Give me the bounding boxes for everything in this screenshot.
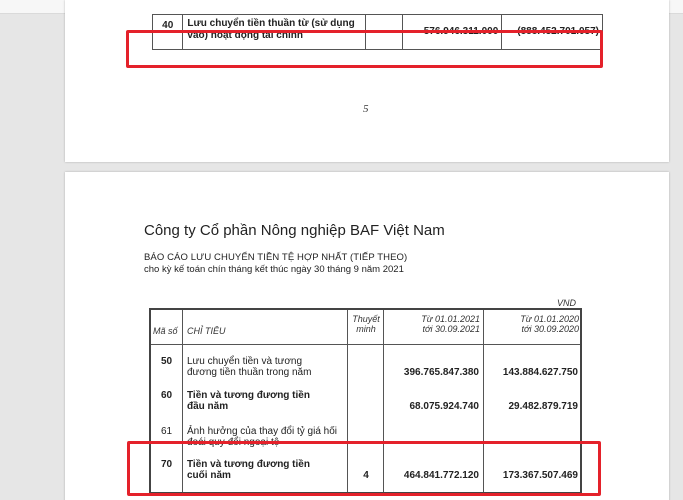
- header-current-line1: Từ 01.01.2021: [421, 314, 480, 324]
- pdf-page-5: [65, 0, 669, 162]
- row-value-current: 396.765.847.380: [403, 367, 479, 378]
- row-label-line2: cuối năm: [187, 470, 231, 481]
- header-prior-line2: tới 30.09.2020: [521, 324, 579, 334]
- row-label-line2: đầu năm: [187, 401, 229, 412]
- header-code: Mã số: [153, 326, 178, 336]
- header-note-line1: Thuyết: [352, 314, 380, 324]
- row-label-line1: Tiền và tương đương tiền: [187, 390, 310, 401]
- page-number: 5: [363, 103, 369, 115]
- row-value-prior: 143.884.627.750: [502, 367, 578, 378]
- row-label: [187, 390, 310, 412]
- row-value-prior: (888.452.701.057): [502, 15, 603, 50]
- row-label-line1: Lưu chuyển tiền và tương: [187, 356, 303, 367]
- row-label-line2: đương tiền thuần trong năm: [187, 367, 312, 378]
- row-code: 40: [153, 15, 183, 50]
- highlight-box-financing-row: [126, 30, 603, 68]
- row-value-current: 464.841.772.120: [403, 470, 479, 481]
- row-value-current: 576.946.311.000: [402, 15, 502, 50]
- report-subtitle: cho kỳ kế toán chín tháng kết thúc ngày 30 tháng 9 năm 2021: [144, 264, 404, 275]
- row-code: 50: [161, 356, 173, 367]
- header-item: CHỈ TIÊU: [187, 326, 226, 336]
- header-prior-period: [485, 314, 579, 334]
- row-label-line2: vào) hoạt động tài chính: [187, 30, 303, 41]
- header-note: [349, 314, 383, 334]
- row-value-current: 68.075.924.740: [409, 401, 479, 412]
- highlight-box-ending-cash-row: [127, 441, 601, 496]
- row-code: 60: [161, 390, 173, 401]
- row-note: 4: [363, 470, 369, 481]
- header-current-line2: tới 30.09.2021: [422, 324, 480, 334]
- header-prior-line1: Từ 01.01.2020: [520, 314, 579, 324]
- header-divider: [151, 344, 580, 345]
- row-label-line1: Tiền và tương đương tiền: [187, 459, 310, 470]
- currency-unit: VND: [557, 298, 577, 308]
- row-value-prior: 173.367.507.469: [502, 470, 578, 481]
- row-label-line1: Lưu chuyển tiền thuần từ (sử dụng: [187, 18, 355, 29]
- header-note-line2: minh: [356, 324, 376, 334]
- row-label-line1: Ảnh hưởng của thay đổi tỷ giá hối: [187, 426, 338, 437]
- report-title: BÁO CÁO LƯU CHUYỂN TIỀN TỆ HỢP NHẤT (TIẾP THEO): [144, 252, 408, 263]
- row-code: 61: [161, 426, 173, 437]
- row-code: 70: [161, 459, 173, 470]
- row-label-line2: đoái quy đổi ngoại tệ: [187, 437, 280, 448]
- header-current-period: [385, 314, 480, 334]
- company-name: Công ty Cổ phần Nông nghiệp BAF Việt Nam: [144, 222, 445, 239]
- row-value-prior: 29.482.879.719: [508, 401, 578, 412]
- row-label: [187, 356, 311, 378]
